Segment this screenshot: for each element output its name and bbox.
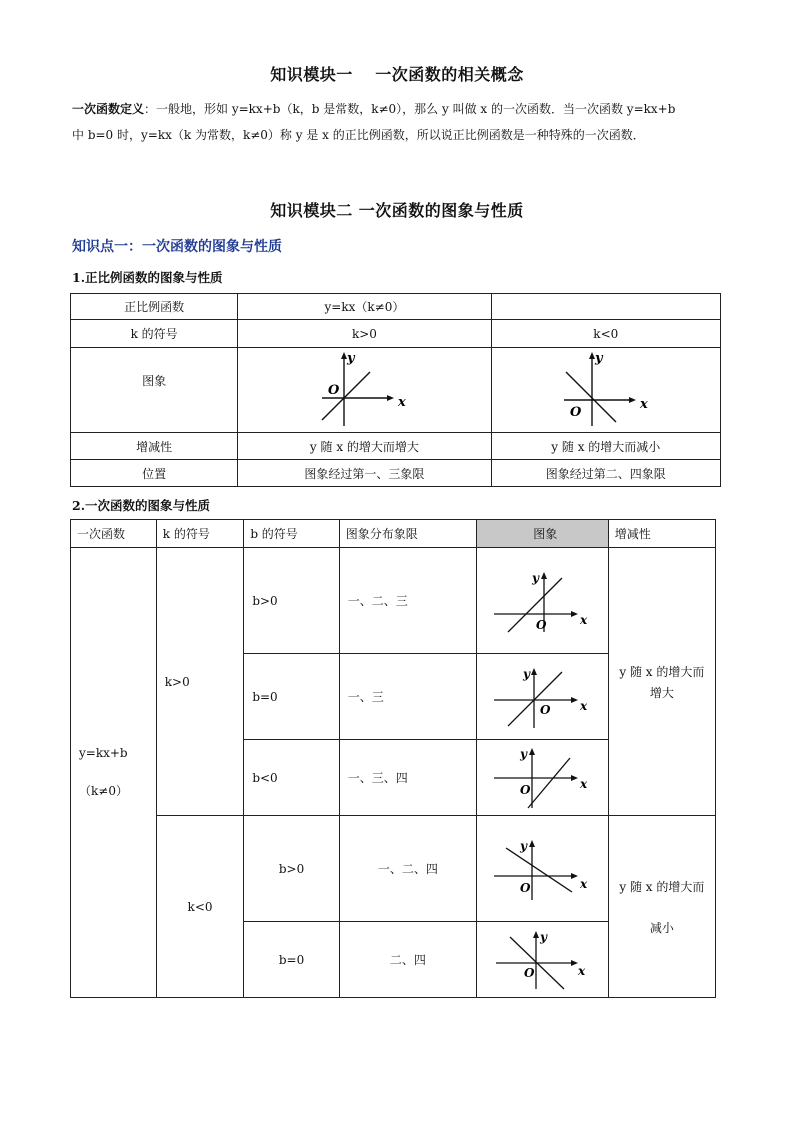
- header-cell: 一次函数: [71, 520, 157, 548]
- graph-kpos-bzero: [490, 662, 594, 732]
- linear-function-table: [70, 519, 716, 998]
- header-cell: 图象分布象限: [339, 520, 476, 548]
- graph-cell: [491, 348, 720, 433]
- graph-kpos-bpos: [490, 566, 594, 636]
- graph-label: x: [580, 698, 588, 713]
- graph-cell: [476, 654, 608, 740]
- graph-label: y: [532, 570, 540, 585]
- definition-line1: [72, 96, 732, 122]
- quadrant-cell: 二、四: [339, 922, 476, 998]
- graph-label: O: [520, 782, 531, 797]
- table-row: [71, 433, 721, 460]
- graph-label: y: [594, 351, 603, 366]
- table-cell: 图象: [71, 348, 238, 433]
- table-cell: 增减性: [71, 433, 238, 460]
- header-cell: 图象: [476, 520, 608, 548]
- table-row: [71, 348, 721, 433]
- graph-kneg-bzero: [490, 927, 594, 993]
- table-row: [71, 460, 721, 487]
- graph-label: O: [524, 965, 535, 980]
- b-sign-cell: b<0: [244, 740, 339, 816]
- graph-k-positive: [314, 348, 414, 432]
- graph-cell: [476, 548, 608, 654]
- graph-label: O: [328, 383, 340, 398]
- b-sign-cell: b>0: [244, 548, 339, 654]
- graph-k-negative: [556, 348, 656, 432]
- table-cell: 正比例函数: [71, 294, 238, 320]
- table-cell: k<0: [491, 320, 720, 348]
- table-cell: y 随 x 的增大而减小: [491, 433, 720, 460]
- graph-label: y: [523, 666, 531, 681]
- definition-line2: 中 b=0 时，y=kx（k 为常数，k≠0）称 y 是 x 的正比例函数，所以说正比例函数是一种特殊的一次函数．: [72, 128, 645, 142]
- table-row: [71, 548, 716, 654]
- graph-cell: [476, 740, 608, 816]
- monotonic-cell: [608, 816, 715, 998]
- function-condition: （k≠0）: [79, 784, 128, 798]
- table-cell: y=kx（k≠0）: [238, 294, 491, 320]
- table-header-row: [71, 520, 716, 548]
- function-expression: y=kx+b: [79, 746, 128, 760]
- k-sign-cell: k>0: [156, 548, 244, 816]
- graph-label: x: [580, 876, 588, 891]
- knowledge-point-title: 知识点一：一次函数的图象与性质: [72, 239, 282, 255]
- table-cell: 图象经过第二、四象限: [491, 460, 720, 487]
- table-cell: 位置: [71, 460, 238, 487]
- table-cell: y 随 x 的增大而增大: [238, 433, 491, 460]
- graph-label: y: [540, 929, 548, 944]
- table-cell: k 的符号: [71, 320, 238, 348]
- graph-cell: [476, 922, 608, 998]
- proportional-function-table: [70, 293, 721, 487]
- section2-title: 2.一次函数的图象与性质: [72, 498, 211, 513]
- table-row: [71, 320, 721, 348]
- table-cell: 图象经过第一、三象限: [238, 460, 491, 487]
- module2-title: 知识模块二 一次函数的图象与性质: [270, 201, 524, 220]
- graph-cell: [238, 348, 491, 433]
- definition-label: 一次函数定义: [72, 102, 145, 116]
- module1-title: 知识模块一 一次函数的相关概念: [270, 65, 524, 84]
- quadrant-cell: 一、三: [339, 654, 476, 740]
- graph-label: y: [347, 351, 355, 366]
- b-sign-cell: b>0: [244, 816, 339, 922]
- definition-paragraph: [72, 96, 732, 148]
- b-sign-cell: b=0: [244, 922, 339, 998]
- graph-label: x: [398, 395, 407, 410]
- graph-kpos-bneg: [490, 744, 594, 812]
- graph-kneg-bpos: [490, 834, 594, 904]
- graph-label: O: [520, 880, 531, 895]
- table-cell: [491, 294, 720, 320]
- graph-label: O: [536, 617, 547, 632]
- graph-label: O: [540, 702, 551, 717]
- graph-label: x: [578, 963, 586, 978]
- table-cell: k>0: [238, 320, 491, 348]
- graph-cell: [476, 816, 608, 922]
- monotonic-cell: [608, 548, 715, 816]
- definition-text: ：一般地，形如 y=kx+b（k，b 是常数，k≠0），那么 y 叫做 x 的一次函数．当一次函数 y=kx+b: [144, 102, 676, 116]
- header-cell: b 的符号: [244, 520, 339, 548]
- monotonic-line1: y 随 x 的增大而: [619, 879, 705, 894]
- graph-label: x: [580, 612, 588, 627]
- table-row: [71, 816, 716, 922]
- monotonic-line1: y 随 x 的增大而: [619, 664, 705, 679]
- graph-label: x: [639, 397, 648, 412]
- section1-title: 1.正比例函数的图象与性质: [72, 270, 223, 285]
- graph-label: x: [580, 776, 588, 791]
- graph-label: y: [520, 746, 528, 761]
- quadrant-cell: 一、二、三: [339, 548, 476, 654]
- monotonic-line2: 增大: [649, 685, 674, 700]
- monotonic-line2: 减小: [649, 920, 674, 935]
- quadrant-cell: 一、三、四: [339, 740, 476, 816]
- table-row: [71, 294, 721, 320]
- graph-label: y: [520, 838, 528, 853]
- header-cell: k 的符号: [156, 520, 244, 548]
- function-cell: [71, 548, 157, 998]
- k-sign-cell: k<0: [156, 816, 244, 998]
- header-cell: 增减性: [608, 520, 715, 548]
- graph-label: O: [569, 405, 582, 420]
- quadrant-cell: 一、二、四: [339, 816, 476, 922]
- b-sign-cell: b=0: [244, 654, 339, 740]
